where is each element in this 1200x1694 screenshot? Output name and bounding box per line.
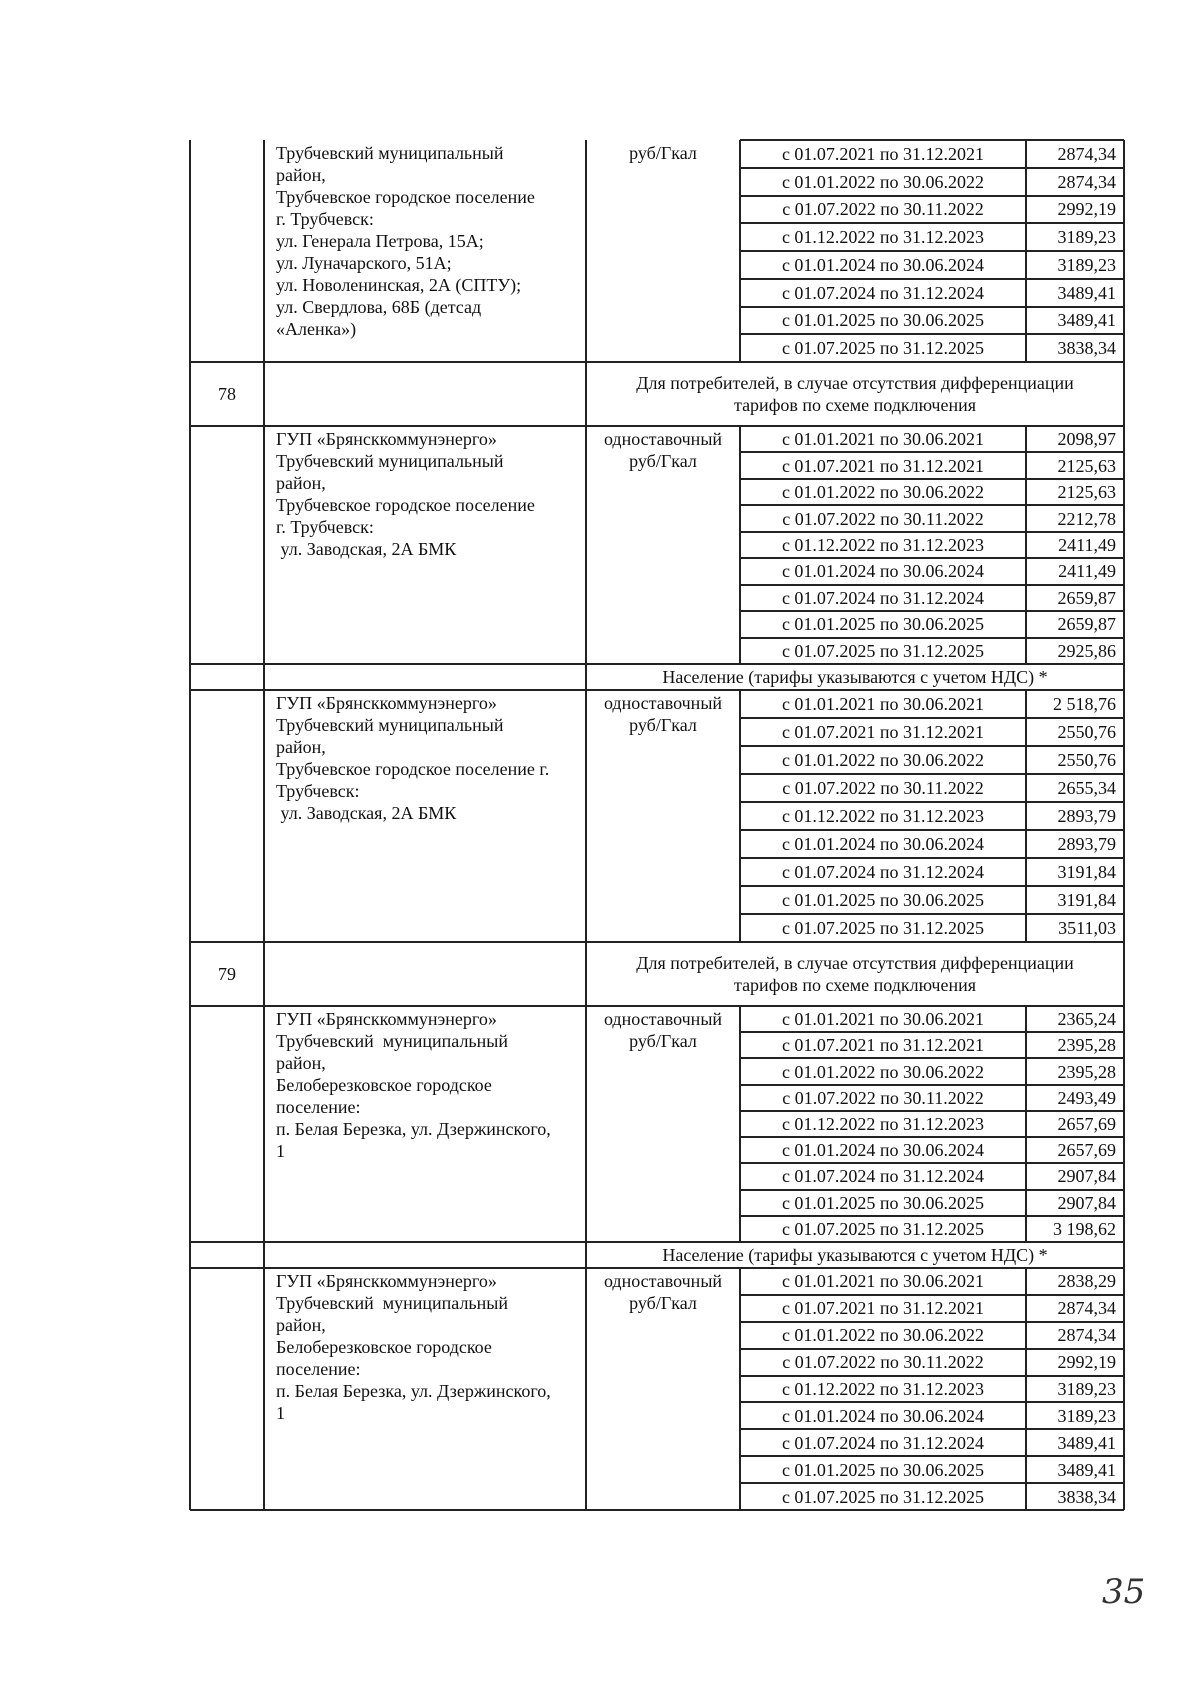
consumer-address-line: Трубчевское городское поселение <box>276 187 535 207</box>
tariff-value: 3838,34 <box>1057 338 1116 358</box>
consumer-address-line: ул. Генерала Петрова, 15А; <box>276 231 484 251</box>
tariff-period: с 01.12.2022 по 31.12.2023 <box>781 1379 985 1399</box>
table-row-border <box>740 1294 1124 1296</box>
consumer-address-line: п. Белая Березка, ул. Дзержинского, <box>276 1119 551 1139</box>
tariff-period: с 01.01.2025 по 30.06.2025 <box>781 1193 985 1213</box>
tariff-period: с 01.07.2022 по 30.11.2022 <box>782 1352 984 1372</box>
tariff-period: с 01.01.2024 по 30.06.2024 <box>781 255 985 275</box>
table-row-border <box>740 1482 1124 1484</box>
table-row-border <box>740 1084 1124 1086</box>
tariff-period: с 01.07.2021 по 31.12.2021 <box>781 144 985 164</box>
tariff-period: с 01.01.2024 по 30.06.2024 <box>781 834 985 854</box>
table-row-border <box>740 250 1124 252</box>
table-row-border <box>740 1348 1124 1350</box>
tariff-period: с 01.07.2021 по 31.12.2021 <box>781 1035 985 1055</box>
tariff-period: с 01.07.2021 по 31.12.2021 <box>781 1298 985 1318</box>
consumer-address-line: Белоберезковское городское <box>276 1337 492 1357</box>
tariff-period: с 01.07.2021 по 31.12.2021 <box>781 456 985 476</box>
table-row-border <box>740 1031 1124 1033</box>
tariff-period: с 01.12.2022 по 31.12.2023 <box>781 535 985 555</box>
table-row-border <box>740 773 1124 775</box>
tariff-value: 2907,84 <box>1057 1166 1116 1186</box>
tariff-period: с 01.01.2024 по 30.06.2024 <box>781 1140 985 1160</box>
table-row-border <box>740 885 1124 887</box>
consumer-address-line: Трубчевский муниципальный <box>276 451 504 471</box>
table-row-border <box>740 829 1124 831</box>
tariff-period: с 01.01.2021 по 30.06.2021 <box>781 429 985 449</box>
tariff-value: 2657,69 <box>1057 1114 1116 1134</box>
tariff-period: с 01.01.2022 по 30.06.2022 <box>781 750 985 770</box>
table-note-border-top <box>190 941 1124 943</box>
table-row-border <box>740 1057 1124 1059</box>
consumer-address-line: Трубчевское городское поселение <box>276 495 535 515</box>
tariff-period: с 01.01.2021 по 30.06.2021 <box>781 694 985 714</box>
table-row-border <box>740 1162 1124 1164</box>
consumer-address-line: ГУП «Брянсккоммунэнерго» <box>276 1009 497 1029</box>
consumer-address-line: Белоберезковское городское <box>276 1075 492 1095</box>
tariff-value: 3489,41 <box>1057 1460 1116 1480</box>
consumer-address-line: ул. Заводская, 2А БМК <box>276 803 457 823</box>
tariff-period: с 01.07.2025 по 31.12.2025 <box>781 1219 985 1239</box>
table-row-border <box>740 610 1124 612</box>
tariff-period: с 01.01.2024 по 30.06.2024 <box>781 1406 985 1426</box>
table-note-border-top <box>190 663 1124 665</box>
tariff-value: 2395,28 <box>1057 1035 1116 1055</box>
tariff-value: 3191,84 <box>1057 890 1116 910</box>
tariff-value: 3489,41 <box>1057 283 1116 303</box>
tariff-unit: руб/Гкал <box>629 1293 697 1313</box>
table-row-border <box>740 1401 1124 1403</box>
tariff-period: с 01.12.2022 по 31.12.2023 <box>781 806 985 826</box>
tariff-value: 2874,34 <box>1057 1325 1116 1345</box>
consumer-address-line: 1 <box>276 1141 285 1161</box>
tariff-unit: руб/Гкал <box>629 143 697 163</box>
tariff-period: с 01.01.2022 по 30.06.2022 <box>781 172 985 192</box>
tariff-value: 2411,49 <box>1058 561 1116 581</box>
table-row-border <box>740 478 1124 480</box>
tariff-value: 3189,23 <box>1057 1406 1116 1426</box>
tariff-value: 2493,49 <box>1057 1088 1116 1108</box>
tariff-period: с 01.12.2022 по 31.12.2023 <box>781 1114 985 1134</box>
table-border-right <box>1123 426 1125 664</box>
tariff-value: 2992,19 <box>1057 1352 1116 1372</box>
table-row-border <box>740 306 1124 308</box>
consumer-address-line: район, <box>276 737 326 757</box>
table-border-number-col <box>263 140 265 1510</box>
table-row-border <box>740 1428 1124 1430</box>
tariff-period: с 01.01.2021 по 30.06.2021 <box>781 1009 985 1029</box>
consumer-address-line: ГУП «Брянсккоммунэнерго» <box>276 1271 497 1291</box>
tariff-period: с 01.12.2022 по 31.12.2023 <box>781 227 985 247</box>
table-row-border <box>740 1321 1124 1323</box>
table-row-border <box>740 913 1124 915</box>
consumer-address-line: Трубчевск: <box>276 781 360 801</box>
tariff-value: 2657,69 <box>1057 1140 1116 1160</box>
table-row-border <box>740 1136 1124 1138</box>
tariff-value: 3189,23 <box>1057 255 1116 275</box>
table-row-border <box>740 1375 1124 1377</box>
consumer-address-line: Трубчевский муниципальный <box>276 715 504 735</box>
tariff-period: с 01.07.2024 по 31.12.2024 <box>781 862 985 882</box>
tariff-value: 2874,34 <box>1057 172 1116 192</box>
tariff-period: с 01.01.2021 по 30.06.2021 <box>781 1271 985 1291</box>
table-border-right <box>1123 1006 1125 1242</box>
table-row-border <box>740 1189 1124 1191</box>
consumer-address-line: поселение: <box>276 1359 361 1379</box>
table-row-border <box>740 139 1124 141</box>
tariff-value: 3189,23 <box>1057 227 1116 247</box>
tariff-period: с 01.07.2024 по 31.12.2024 <box>781 283 985 303</box>
tariff-value: 3489,41 <box>1057 1433 1116 1453</box>
tariff-value: 2098,97 <box>1057 429 1116 449</box>
table-row-border <box>740 1005 1124 1007</box>
row-number: 78 <box>218 384 236 404</box>
page-number: 35 <box>1102 1572 1146 1612</box>
tariff-unit: руб/Гкал <box>629 1031 697 1051</box>
tariff-value: 2893,79 <box>1057 834 1116 854</box>
tariff-group-note: Население (тарифы указываются с учетом НДС) * <box>662 667 1048 687</box>
tariff-value: 2925,86 <box>1057 641 1116 661</box>
tariff-group-note: Для потребителей, в случае отсутствия дифференциации <box>636 373 1074 393</box>
consumer-address-line: 1 <box>276 1403 285 1423</box>
tariff-period: с 01.07.2025 по 31.12.2025 <box>781 338 985 358</box>
table-row-border <box>740 531 1124 533</box>
tariff-value: 3189,23 <box>1057 1379 1116 1399</box>
table-row-border <box>740 1267 1124 1269</box>
tariff-period: с 01.01.2025 по 30.06.2025 <box>781 614 985 634</box>
tariff-period: с 01.07.2021 по 31.12.2021 <box>781 722 985 742</box>
table-row-border <box>740 584 1124 586</box>
table-note-border-top <box>190 361 1124 363</box>
tariff-period: с 01.07.2022 по 30.11.2022 <box>782 778 984 798</box>
tariff-period: с 01.07.2025 по 31.12.2025 <box>781 1487 985 1507</box>
table-row-border <box>740 557 1124 559</box>
consumer-address-line: район, <box>276 1053 326 1073</box>
tariff-value: 2125,63 <box>1057 482 1116 502</box>
tariff-value: 2907,84 <box>1057 1193 1116 1213</box>
table-row-border <box>740 504 1124 506</box>
tariff-value: 2411,49 <box>1058 535 1116 555</box>
tariff-unit: руб/Гкал <box>629 715 697 735</box>
table-note-border-top <box>190 1241 1124 1243</box>
table-row-border <box>740 857 1124 859</box>
table-row-border <box>740 451 1124 453</box>
tariff-period: с 01.07.2024 по 31.12.2024 <box>781 1433 985 1453</box>
table-row-border <box>740 195 1124 197</box>
tariff-value: 2550,76 <box>1057 750 1116 770</box>
consumer-address-line: ГУП «Брянсккоммунэнерго» <box>276 693 497 713</box>
tariff-group-note: тарифов по схеме подключения <box>733 975 977 995</box>
table-row-border <box>740 637 1124 639</box>
consumer-address-line: «Аленка») <box>276 319 357 339</box>
tariff-group-note: тарифов по схеме подключения <box>733 395 977 415</box>
table-row-border <box>740 425 1124 427</box>
tariff-period: с 01.07.2024 по 31.12.2024 <box>781 588 985 608</box>
table-border-bottom <box>190 1509 1124 1511</box>
tariff-period: с 01.07.2022 по 30.11.2022 <box>782 199 984 219</box>
tariff-value: 2125,63 <box>1057 456 1116 476</box>
tariff-period: с 01.07.2022 по 30.11.2022 <box>782 1088 984 1108</box>
consumer-address-line: ГУП «Брянсккоммунэнерго» <box>276 429 497 449</box>
tariff-value: 2655,34 <box>1057 778 1116 798</box>
table-row-border <box>740 689 1124 691</box>
tariff-period: с 01.01.2022 по 30.06.2022 <box>781 1062 985 1082</box>
tariff-value: 3489,41 <box>1057 310 1116 330</box>
tariff-period: с 01.07.2024 по 31.12.2024 <box>781 1166 985 1186</box>
consumer-address-line: район, <box>276 165 326 185</box>
tariff-value: 2838,29 <box>1057 1271 1116 1291</box>
tariff-unit: руб/Гкал <box>629 451 697 471</box>
tariff-value: 3 198,62 <box>1053 1219 1116 1239</box>
table-row-border <box>740 333 1124 335</box>
consumer-address-line: Трубчевское городское поселение г. <box>276 759 550 779</box>
tariff-value: 3838,34 <box>1057 1487 1116 1507</box>
tariff-value: 2659,87 <box>1057 614 1116 634</box>
table-border-left <box>189 140 191 1510</box>
tariff-value: 2874,34 <box>1057 1298 1116 1318</box>
table-row-border <box>740 1215 1124 1217</box>
consumer-address-line: п. Белая Березка, ул. Дзержинского, <box>276 1381 551 1401</box>
consumer-address-line: район, <box>276 1315 326 1335</box>
table-row-border <box>740 278 1124 280</box>
tariff-value: 3191,84 <box>1057 862 1116 882</box>
tariff-unit: одноставочный <box>603 1271 723 1291</box>
tariff-unit: одноставочный <box>603 429 723 449</box>
tariff-value: 2212,78 <box>1057 509 1116 529</box>
consumer-address-line: г. Трубчевск: <box>276 517 374 537</box>
table-row-border <box>740 1110 1124 1112</box>
tariff-period: с 01.01.2025 по 30.06.2025 <box>781 890 985 910</box>
consumer-address-line: Трубчевский муниципальный <box>276 1031 508 1051</box>
tariff-value: 2659,87 <box>1057 588 1116 608</box>
table-row-border <box>740 167 1124 169</box>
table-row-border <box>740 1455 1124 1457</box>
tariff-period: с 01.01.2025 по 30.06.2025 <box>781 1460 985 1480</box>
table-row-border <box>740 745 1124 747</box>
consumer-address-line: г. Трубчевск: <box>276 209 374 229</box>
consumer-address-line: Трубчевский муниципальный <box>276 143 504 163</box>
tariff-period: с 01.01.2024 по 30.06.2024 <box>781 561 985 581</box>
table-border-right <box>1123 1268 1125 1510</box>
tariff-value: 2550,76 <box>1057 722 1116 742</box>
tariff-period: с 01.01.2022 по 30.06.2022 <box>781 1325 985 1345</box>
consumer-address-line: район, <box>276 473 326 493</box>
tariff-value: 2874,34 <box>1057 144 1116 164</box>
table-border-right <box>1123 690 1125 942</box>
tariff-period: с 01.01.2022 по 30.06.2022 <box>781 482 985 502</box>
consumer-address-line: ул. Свердлова, 68Б (детсад <box>276 297 482 317</box>
tariff-group-note: Для потребителей, в случае отсутствия дифференциации <box>636 953 1074 973</box>
consumer-address-line: поселение: <box>276 1097 361 1117</box>
consumer-address-line: ул. Луначарского, 51А; <box>276 253 452 273</box>
tariff-value: 3511,03 <box>1058 918 1116 938</box>
tariff-value: 2 518,76 <box>1053 694 1116 714</box>
tariff-period: с 01.01.2025 по 30.06.2025 <box>781 310 985 330</box>
tariff-unit: одноставочный <box>603 1009 723 1029</box>
tariff-value: 2992,19 <box>1057 199 1116 219</box>
consumer-address-line: ул. Заводская, 2А БМК <box>276 539 457 559</box>
row-number: 79 <box>218 964 236 984</box>
consumer-address-line: Трубчевский муниципальный <box>276 1293 508 1313</box>
table-row-border <box>740 801 1124 803</box>
tariff-value: 2395,28 <box>1057 1062 1116 1082</box>
tariff-value: 2893,79 <box>1057 806 1116 826</box>
table-row-border <box>740 222 1124 224</box>
tariff-period: с 01.07.2025 по 31.12.2025 <box>781 641 985 661</box>
tariff-value: 2365,24 <box>1057 1009 1116 1029</box>
tariff-period: с 01.07.2025 по 31.12.2025 <box>781 918 985 938</box>
table-row-border <box>740 717 1124 719</box>
tariff-unit: одноставочный <box>603 693 723 713</box>
tariff-period: с 01.07.2022 по 30.11.2022 <box>782 509 984 529</box>
consumer-address-line: ул. Новоленинская, 2А (СПТУ); <box>276 275 522 295</box>
tariff-group-note: Население (тарифы указываются с учетом НДС) * <box>662 1245 1048 1265</box>
